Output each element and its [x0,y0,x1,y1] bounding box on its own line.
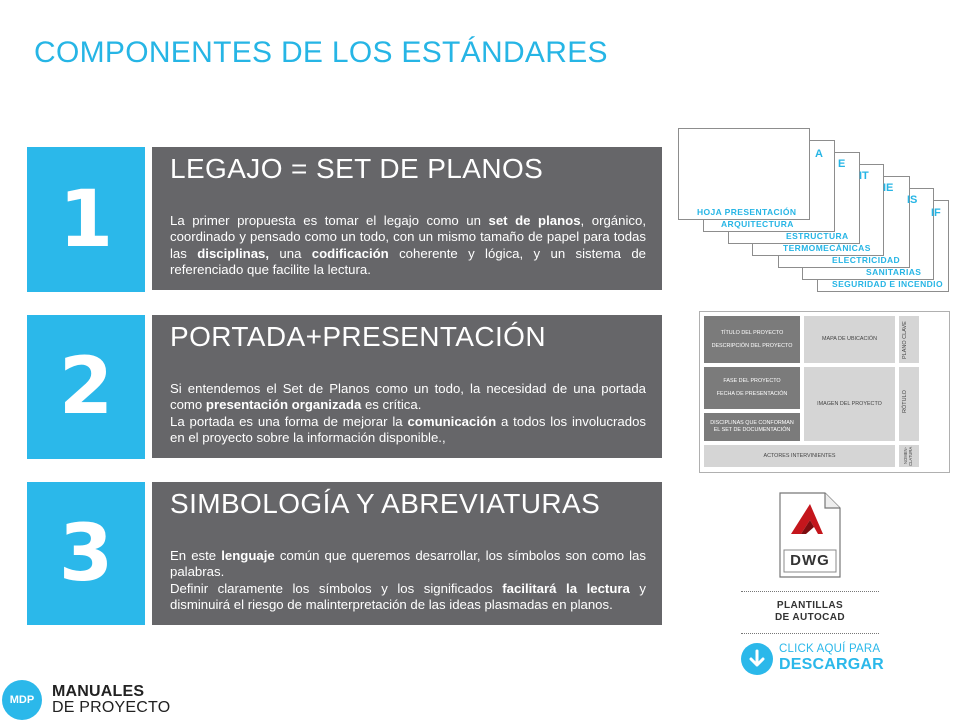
cover-actores-label: ACTORES INTERVINIENTES [763,452,836,459]
body-text: coherente y lógica, y un sistema de referenciado que facilite la lectura. [170,245,646,278]
sheet-label-presentacion: HOJA PRESENTACIÓN [697,207,797,217]
cover-nomenclatura-label: NOMEN- CLATURA [903,446,913,466]
page-title: COMPONENTES DE LOS ESTÁNDARES [34,36,608,69]
sheet-letter-is: IS [907,194,918,206]
sheet-label-sanitarias: SANITARIAS [866,267,922,277]
highlight-text: comunicación [407,413,497,429]
sheet-letter-a: A [815,148,823,160]
section-number-3: 3 [27,482,145,625]
section-title-2: PORTADA+PRESENTACIÓN [170,321,546,352]
highlight-text: codificación [311,245,389,261]
body-text: y disminuirá el riesgo de malinterpretación de las ideas plasmadas en planos. [170,580,646,613]
cover-mapa [804,316,895,363]
download-title [741,600,879,624]
body-text: , orgánico, coordinado y pensado como un todo, con un mismo tamaño de papel para todas las [170,213,646,261]
sheet-letter-e: E [838,158,846,170]
sheet-label-arquitectura: ARQUITECTURA [721,219,794,229]
cover-titulo: TÍTULO DEL PROYECTO [720,329,784,336]
cover-title-block [704,316,800,363]
sheet-label-termomecanicas: TERMOMECÁNICAS [783,243,871,253]
section-title-3: SIMBOLOGÍA Y ABREVIATURAS [170,488,601,519]
section-body-1 [170,213,646,279]
cover-disciplinas-block [704,413,800,441]
cover-plano-clave-label: PLANO CLAVE [902,321,908,359]
cover-fase-block [704,367,800,409]
cover-fase: FASE DEL PROYECTO [723,378,781,384]
section-body-3 [170,548,646,614]
cover-actores [704,445,895,467]
body-text: es crítica. [361,397,422,413]
highlight-text: presentación organizada [205,397,362,413]
download-divider-top [741,591,879,592]
highlight-text: facilitará la lectura [502,580,630,596]
download-title-line1: PLANTILLAS [776,600,844,611]
dwg-file-icon[interactable] [779,492,841,578]
download-cta-line2: DESCARGAR [779,656,884,673]
download-title-line2: DE AUTOCAD [774,612,846,623]
sheet-label-seguridad: SEGURIDAD E INCENDIO [832,279,943,289]
body-text: Definir claramente los símbolos y los significados [170,580,503,596]
cover-disciplinas-1: DISCIPLINAS QUE CONFORMAN [710,420,794,426]
section-card-2 [152,315,662,458]
section-number-2: 2 [27,315,145,459]
section-card-1 [152,147,662,290]
mdp-logo-badge: MDP [2,680,42,720]
body-text: En este [170,548,222,563]
sheet-label-electricidad: ELECTRICIDAD [832,255,901,265]
cover-descripcion: DESCRIPCIÓN DEL PROYECTO [711,342,793,349]
download-divider-bottom [741,633,879,634]
cover-rotulo-label: RÓTULO [902,390,908,414]
body-text: común que queremos desarrollar, los símbolos son como las palabras. [170,548,646,580]
highlight-text: set de planos [488,213,581,228]
section-title-1: LEGAJO = SET DE PLANOS [170,153,544,184]
cover-fecha: FECHA DE PRESENTACIÓN [716,391,788,397]
mdp-logo-line2: DE PROYECTO [52,699,171,716]
section-number-1: 1 [27,147,145,292]
cover-imagen-label: IMAGEN DEL PROYECTO [817,400,882,407]
section-card-3 [152,482,662,625]
body-text: a todos los involucrados en el proyecto sobre la información disponible., [170,413,647,446]
cover-imagen [804,367,895,441]
section-body-2 [170,381,646,447]
download-cta-line1: CLICK AQUÍ PARA [779,643,881,655]
highlight-text: lenguaje [221,548,275,563]
sheet-label-estructura: ESTRUCTURA [786,231,849,241]
dwg-badge-text: DWG [790,552,830,569]
body-text: Si entendemos el Set de Planos como un todo, la necesidad de una portada como [170,381,646,413]
cover-mapa-label: MAPA DE UBICACIÓN [821,336,877,342]
body-text: La primer propuesta es tomar el legajo como un [170,213,489,228]
mdp-logo-line1: MANUALES [52,683,145,700]
cover-disciplinas-2: EL SET DE DOCUMENTACIÓN [713,427,791,433]
mdp-logo [0,670,190,720]
cover-layout-diagram [699,311,950,473]
sheet-letter-if: IF [931,207,941,219]
body-text: La portada es una forma de mejorar la [170,413,408,429]
download-button[interactable] [741,641,884,677]
sheet-letter-it: IT [859,170,869,182]
sheet-letter-ie: IE [883,182,894,194]
body-text: una [269,245,312,261]
download-arrow-icon [741,643,773,675]
highlight-text: disciplinas, [197,245,270,261]
